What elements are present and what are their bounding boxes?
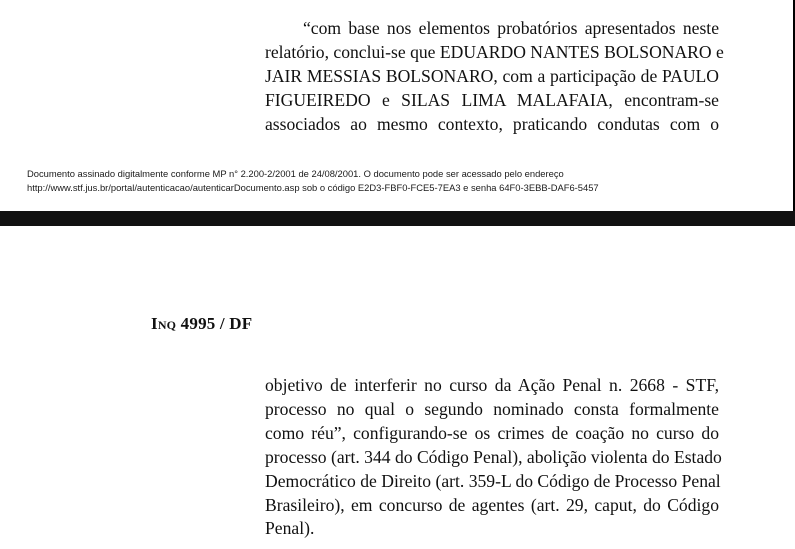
signature-note-line: Documento assinado digitalmente conforme MP n° 2.200-2/2001 de 24/08/2001. O documento pode ser acessado pelo endereço [27,168,564,179]
document-page-2 [0,226,795,549]
text-line: FIGUEIREDO e SILAS LIMA MALAFAIA, encontram-se [265,89,719,110]
digital-signature-note [27,167,599,194]
text-line: associados ao mesmo contexto, praticando condutas com o [265,113,719,134]
signature-note-line: http://www.stf.jus.br/portal/autenticacao/autenticarDocumento.asp sob o código E2D3-FBF0-FCE5-7EA3 e senha 64F0-3EBB-DAF6-5457 [27,181,599,193]
text-line: “com base nos elementos probatórios apresentados neste [303,18,719,38]
text-line: objetivo de interferir no curso da Ação Penal n. 2668 - STF, [265,375,719,395]
text-line: relatório, conclui-se que EDUARDO NANTES BOLSONARO e [265,41,724,62]
text-line: Penal). [265,518,315,539]
text-line: processo (art. 344 do Código Penal), abolição violenta do Estado [265,446,722,467]
case-header [151,314,252,334]
case-number: Inq 4995 / DF [151,314,253,333]
text-line: processo no qual o segundo nominado consta formalmente [265,398,719,419]
text-line: como réu”, configurando-se os crimes de coação no curso do [265,422,719,443]
document-page-1 [0,0,795,211]
text-line: JAIR MESSIAS BOLSONARO, com a participação de PAULO [265,65,719,86]
text-line: Brasileiro), em concurso de agentes (art. 29, caput, do Código [265,494,719,515]
text-line: Democrático de Direito (art. 359-L do Código de Processo Penal [265,470,721,491]
page2-paragraph [265,374,722,541]
page1-paragraph [265,17,724,137]
